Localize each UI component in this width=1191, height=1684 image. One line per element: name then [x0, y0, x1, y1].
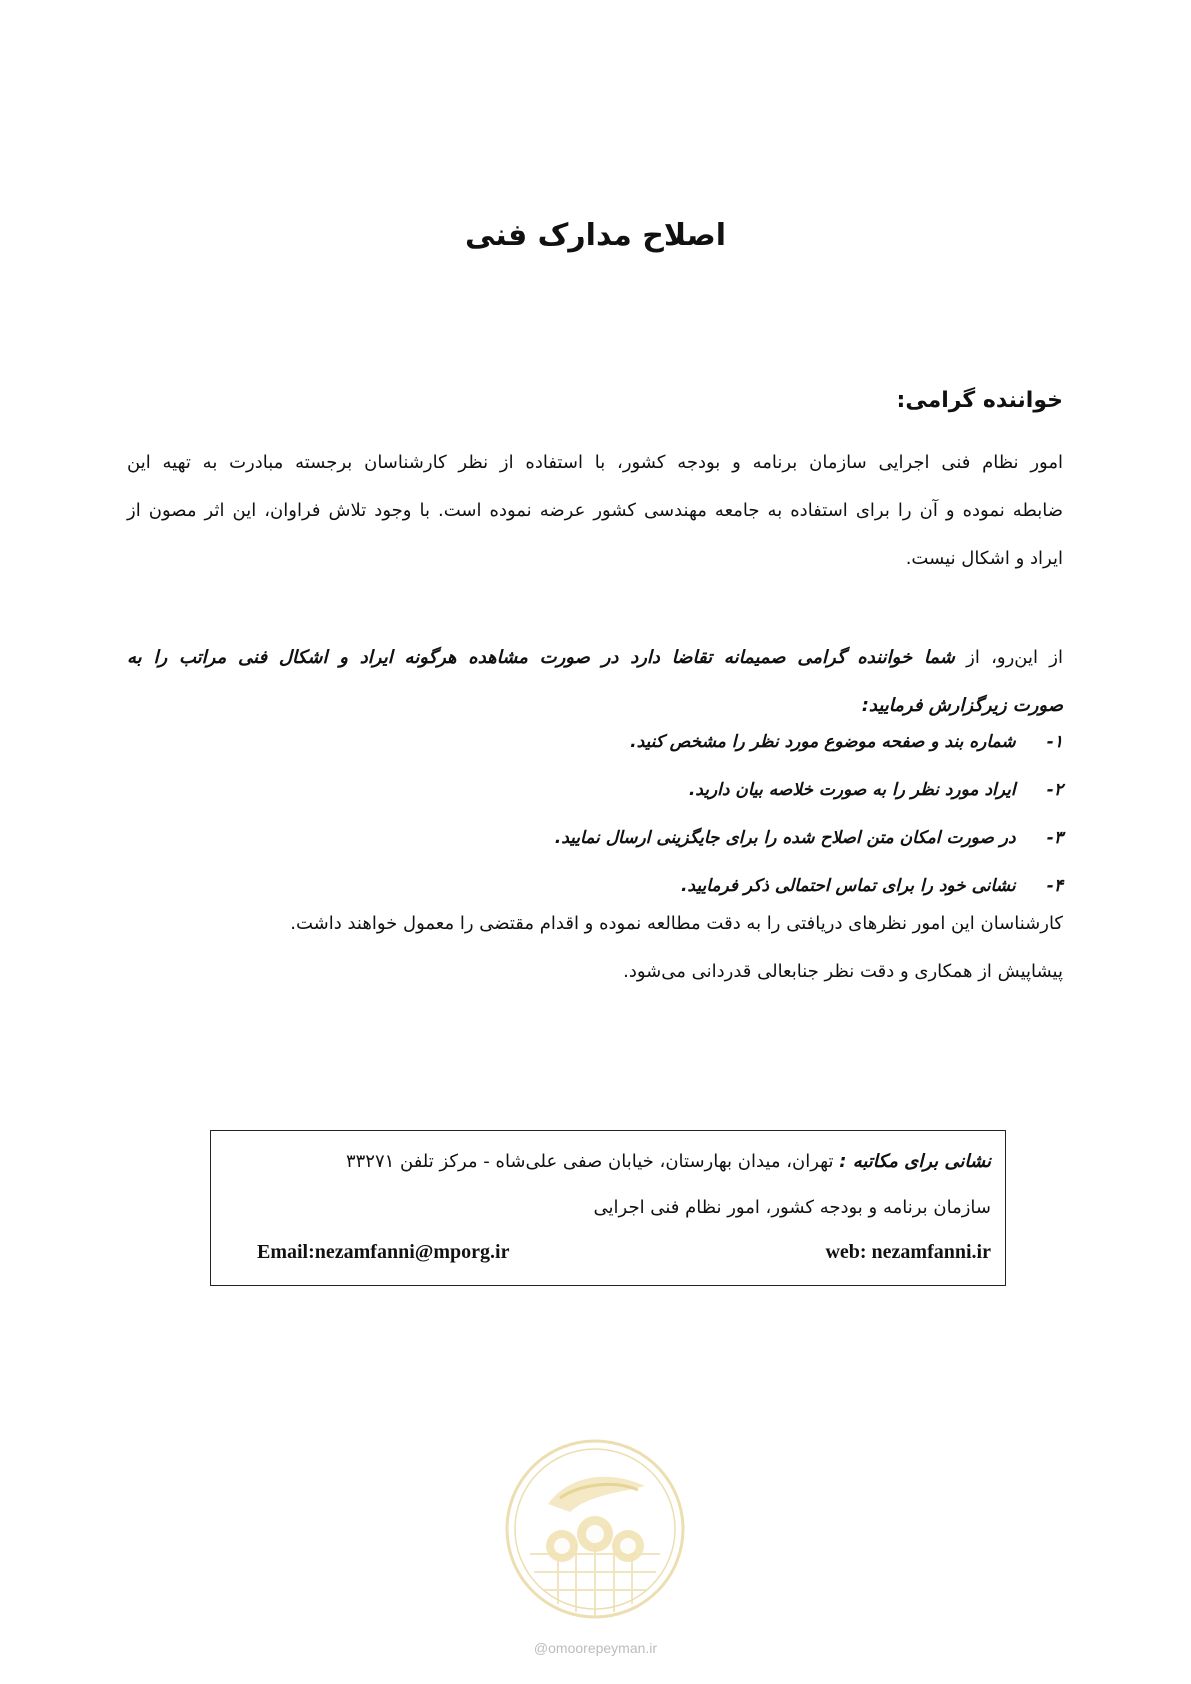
request-line-1: [127, 634, 1063, 682]
greeting-heading: خواننده گرامی:: [896, 388, 1063, 413]
contact-organization: سازمان برنامه و بودجه کشور، امور نظام فنی اجرایی: [593, 1197, 991, 1218]
watermark-logo-icon: [500, 1434, 690, 1624]
request-emphasis-1: شما خواننده گرامی صمیمانه تقاضا دارد در صورت مشاهده هرگونه ایراد و اشکال فنی مراتب را به: [127, 647, 955, 668]
email-link[interactable]: Email:nezamfanni@mporg.ir: [257, 1241, 510, 1263]
list-item: [127, 766, 1063, 814]
request-emphasis-2: صورت زیرگزارش فرمایید:: [861, 695, 1063, 716]
closing-paragraph: [127, 900, 1063, 996]
intro-line-3: ایراد و اشکال نیست.: [905, 548, 1063, 569]
request-paragraph: [127, 634, 1063, 730]
website-link[interactable]: web: nezamfanni.ir: [825, 1241, 991, 1263]
list-item-number: ۳-: [1046, 828, 1063, 848]
intro-line-1: امور نظام فنی اجرایی سازمان برنامه و بودجه کشور، با استفاده از نظر کارشناسان برجسته مبادرت به تهیه این: [127, 452, 1063, 473]
list-item: [127, 814, 1063, 862]
list-item-text: نشانی خود را برای تماس احتمالی ذکر فرمایید.: [680, 876, 1016, 896]
list-item-number: ۲-: [1046, 780, 1063, 800]
instructions-list: [127, 718, 1063, 910]
request-prefix: از این‌رو، از: [966, 647, 1063, 668]
list-item-text: در صورت امکان متن اصلاح شده را برای جایگزینی ارسال نمایید.: [554, 828, 1016, 848]
list-item: [127, 718, 1063, 766]
list-item-number: ۱-: [1046, 732, 1063, 752]
contact-address: تهران، میدان بهارستان، خیابان صفی علی‌شاه - مرکز تلفن ۳۳۲۷۱: [345, 1151, 834, 1172]
list-item-number: ۴-: [1046, 876, 1063, 896]
contact-box: [210, 1130, 1006, 1286]
contact-address-row: [346, 1151, 991, 1172]
watermark-caption: @omoorepeyman.ir: [533, 1640, 658, 1656]
contact-label: نشانی برای مکاتبه :: [839, 1151, 991, 1172]
intro-paragraph: [127, 439, 1063, 583]
closing-line-2: پیشاپیش از همکاری و دقت نظر جنابعالی قدردانی می‌شود.: [623, 961, 1063, 982]
list-item-text: شماره بند و صفحه موضوع مورد نظر را مشخص کنید.: [630, 732, 1016, 752]
list-item-text: ایراد مورد نظر را به صورت خلاصه بیان دارید.: [688, 780, 1016, 800]
closing-line-1: کارشناسان این امور نظرهای دریافتی را به دقت مطالعه نموده و اقدام مقتضی را معمول خواهند داشت.: [290, 913, 1063, 934]
intro-line-2: ضابطه نموده و آن را برای استفاده به جامعه مهندسی کشور عرضه نموده است. با وجود تلاش فراوان، این اثر مصون از: [127, 500, 1063, 521]
page-title: اصلاح مدارک فنی: [465, 218, 726, 253]
